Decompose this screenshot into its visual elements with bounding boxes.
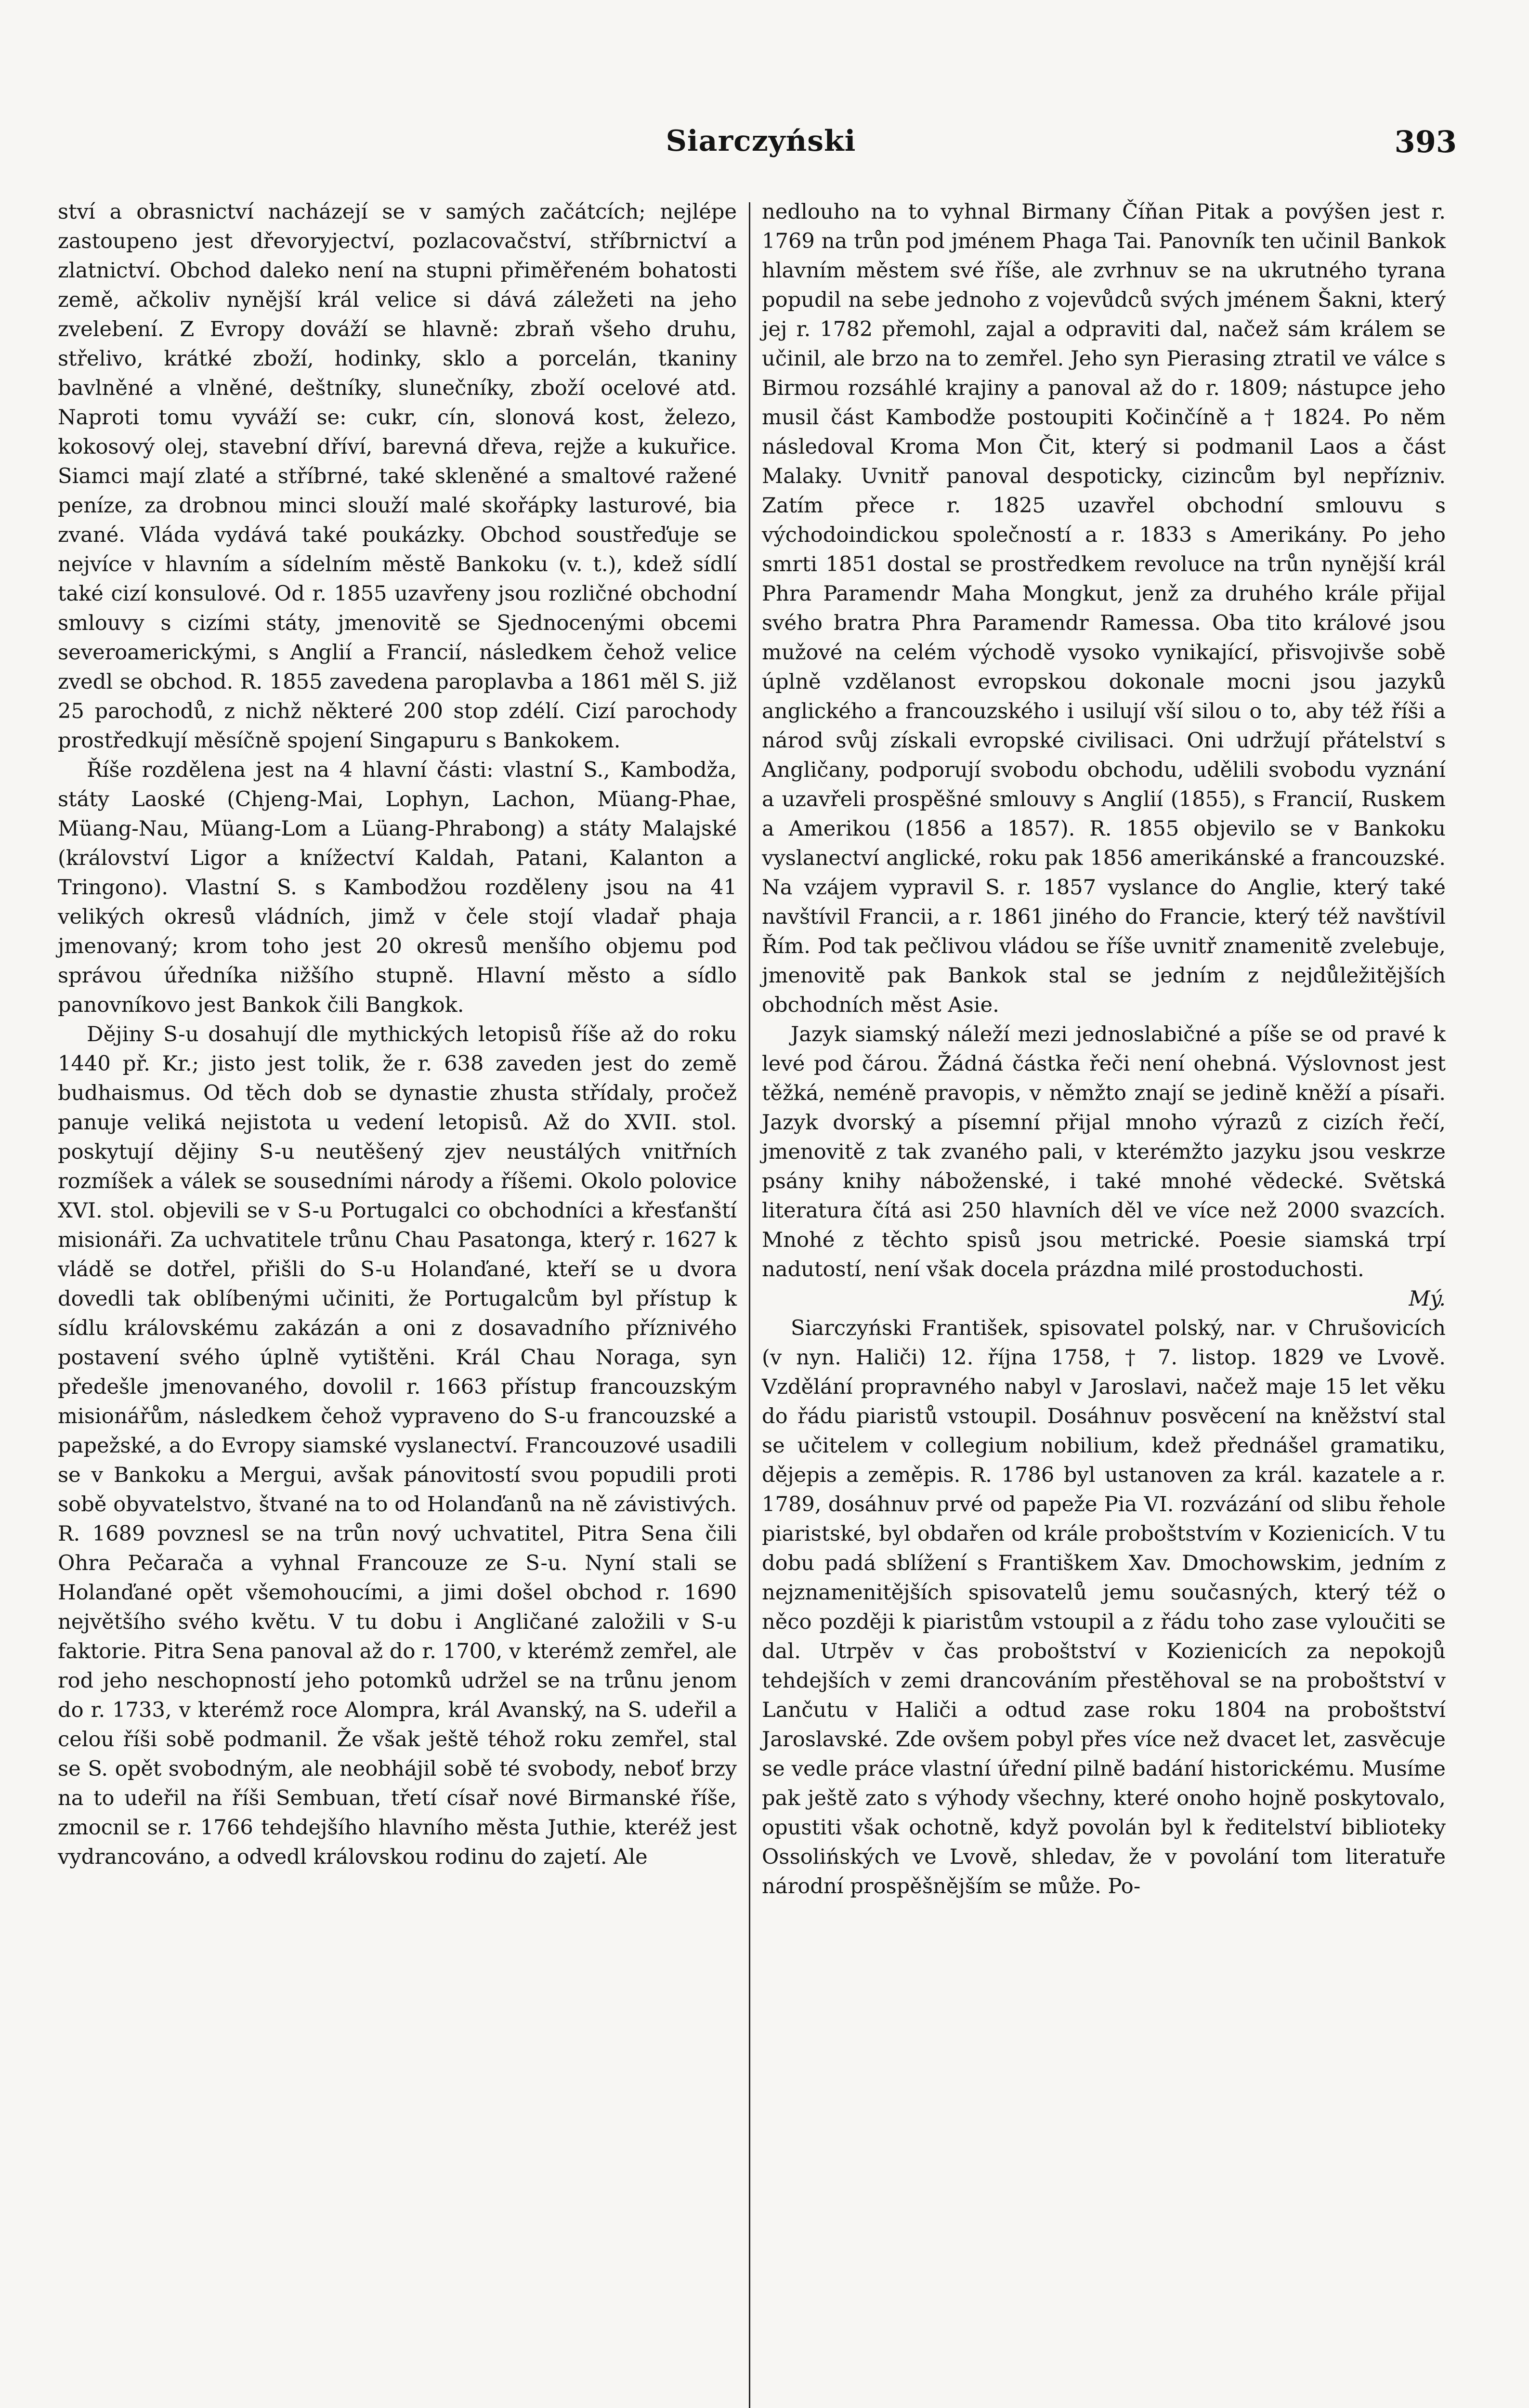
right-paragraph-3: Siarczyński František, spisovatel polský, nar. v Chrušovicích (v nyn. Haliči) 12. října 1758, † 7. listop. 1829 ve Lvově. Vzdělání propravného nabyl v Jaroslavi, načež maje 15 let věku do řádu piaristů vstoupil. Dosáhnuv posvěcení na kněžství stal se učitelem v collegium nobilium, kdež přednášel gramatiku, dějepis a zeměpis. R. 1786 byl ustanoven za král. kazatele a r. 1789, dosáhnuv prvé od papeže Pia VI. rozvázání od slibu řehole piaristské, byl obdařen od krále proboštstvím v Kozienicích. V tu dobu padá sblížení s Františkem Xav. Dmochowskim, jedním z nejznamenitějších spisovatelů jemu současných, který též o něco později k piaristům vstoupil a z řádu toho zase vyloučiti se dal. Utrpěv v čas proboštství v Kozienicích za nepokojů tehdejších v zemi drancováním přestěhoval se na proboštství v Lančutu v Haliči a odtud zase roku 1804 na proboštství Jaroslavské. Zde ovšem pobyl přes více než dvacet let, zasvěcuje se vedle práce vlastní úřední pilně badání historickému. Musíme pak ještě zato s výhody všechny, které onoho hojně poskytovalo, opustiti však ochotně, když povolán byl k ředitelství biblioteky Ossolińských ve Lvově, shledav, že v povolání tom literatuře národní prospěšnějším se může. Po-	[762, 1316, 1446, 1898]
running-title: Siarczyński	[666, 124, 856, 158]
right-column	[762, 197, 1446, 2408]
column-divider	[749, 202, 750, 2408]
left-column	[58, 197, 737, 2408]
page-header	[0, 124, 1529, 177]
right-paragraph-2: Jazyk siamský náleží mezi jednoslabičné a píše se od pravé k levé pod čárou. Žádná částka řeči není ohebná. Výslovnost jest těžká, neméně pravopis, v němžto znají se jedině kněží a písaři. Jazyk dvorský a písemní přijal mnoho výrazů z cizích řečí, jmenovitě z tak zvaného pali, v kterémžto jazyku jsou veskrze psány knihy náboženské, i také mnohé vědecké. Světská literatura čítá asi 250 hlavních děl ve více než 2000 svazcích. Mnohé z těchto spisů jsou metrické. Poesie siamská trpí nadutostí, není však docela prázdna milé prostoduchosti.	[762, 1022, 1446, 1282]
left-paragraph-3: Dějiny S-u dosahují dle mythických letopisů říše až do roku 1440 př. Kr.; jisto jest tolik, že r. 638 zaveden jest do země budhaismus. Od těch dob se dynastie zhusta střídaly, pročež panuje veliká nejistota u vedení letopisů. Až do XVII. stol. poskytují dějiny S-u neutěšený zjev neustálých vnitřních rozmíšek a válek se sousedními národy a říšemi. Okolo polovice XVI. stol. objevili se v S-u Portugalci co obchodníci a křesťanští misionáři. Za uchvatitele trůnu Chau Pasatonga, který r. 1627 k vládě se dotřel, přišli do S-u Holanďané, kteří se u dvora dovedli tak oblíbenými učiniti, že Portugalcům byl přístup k sídlu královskému zakázán a oni z dosavadního příznivého postavení svého úplně vytištěni. Král Chau Noraga, syn předešle jmenovaného, dovolil r. 1663 přístup francouzským misionářům, následkem čehož vypraveno do S-u francouzské a papežské, a do Evropy siamské vyslanectví. Francouzové usadili se v Bankoku a Mergui, avšak pánovitostí svou popudili proti sobě obyvatelstvo, štvané na to od Holanďanů na ně závistivých. R. 1689 povznesl se na trůn nový uchvatitel, Pitra Sena čili Ohra Pečarača a vyhnal Francouze ze S-u. Nyní stali se Holanďané opět všemohoucími, a jimi došel obchod r. 1690 největšího svého květu. V tu dobu i Angličané založili v S-u faktorie. Pitra Sena panoval až do r. 1700, v kterémž zemřel, ale rod jeho neschopností jeho potomků udržel se na trůnu jenom do r. 1733, v kterémž roce Alompra, král Avanský, na S. udeřil a celou říši sobě podmanil. Že však ještě téhož roku zemřel, stal se S. opět svobodným, ale neobhájil sobě té svobody, neboť brzy na to udeřil na říši Sembuan, třetí císař nové Birmanské říše, zmocnil se r. 1766 tehdejšího hlavního města Juthie, kteréž jest vydrancováno, a odvedl královskou rodinu do zajetí. Ale	[58, 1022, 737, 1869]
left-paragraph-1: ství a obrasnictví nacházejí se v samých začátcích; nejlépe zastoupeno jest dřevoryjectví, pozlacovačství, stříbrnictví a zlatnictví. Obchod daleko není na stupni přiměřeném bohatosti země, ačkoliv nynější král velice si dává záležeti na jeho zvelebení. Z Evropy dováží se hlavně: zbraň všeho druhu, střelivo, krátké zboží, hodinky, sklo a porcelán, tkaniny bavlněné a vlněné, deštníky, slunečníky, zboží ocelové atd. Naproti tomu vyváží se: cukr, cín, slonová kost, železo, kokosový olej, stavební dříví, barevná dřeva, rejže a kukuřice. Siamci mají zlaté a stříbrné, také skleněné a smaltové ražené peníze, za drobnou minci slouží malé skořápky lasturové, bia zvané. Vláda vydává také poukázky. Obchod soustřeďuje se nejvíce v hlavním a sídelním městě Bankoku (v. t.), kdež sídlí také cizí konsulové. Od r. 1855 uzavřeny jsou rozličné obchodní smlouvy s cizími státy, jmenovitě se Sjednocenými obcemi severoamerickými, s Anglií a Francií, následkem čehož velice zvedl se obchod. R. 1855 zavedena paroplavba a 1861 měl S. již 25 parochodů, z nichž některé 200 stop zdélí. Cizí parochody prostředkují měsíčně spojení Singapuru s Bankokem.	[58, 200, 737, 753]
author-signature: Mý.	[1409, 1287, 1446, 1311]
page-number: 393	[1394, 124, 1457, 159]
right-paragraph-1: nedlouho na to vyhnal Birmany Číňan Pitak a povýšen jest r. 1769 na trůn pod jménem Phaga Tai. Panovník ten učinil Bankok hlavním městem své říše, ale zvrhnuv se na ukrutného tyrana popudil na sebe jednoho z vojevůdců svých jménem Šakni, který jej r. 1782 přemohl, zajal a odpraviti dal, načež sám králem se učinil, ale brzo na to zemřel. Jeho syn Pierasing ztratil ve válce s Birmou rozsáhlé krajiny a panoval až do r. 1809; nástupce jeho musil část Kambodže postoupiti Kočinčíně a † 1824. Po něm následoval Kroma Mon Čit, který si podmanil Laos a část Malaky. Uvnitř panoval despoticky, cizincům byl nepřízniv. Zatím přece r. 1825 uzavřel obchodní smlouvu s východoindickou společností a r. 1833 s Amerikány. Po jeho smrti 1851 dostal se prostředkem revoluce na trůn nynější král Phra Paramendr Maha Mongkut, jenž za druhého krále přijal svého bratra Phra Paramendr Ramessa. Oba tito králové jsou mužové na celém východě vysoko vynikající, přisvojivše sobě úplně vzdělanost evropskou dokonale mocni jsou jazyků anglického a francouzského i usilují vší silou o to, aby též říši a národ svůj získali evropské civilisaci. Oni udržují přátelství s Angličany, podporují svobodu obchodu, udělili svobodu vyznání a uzavřeli prospěšné smlouvy s Anglií (1855), s Francií, Ruskem a Amerikou (1856 a 1857). R. 1855 objevilo se v Bankoku vyslanectví anglické, roku pak 1856 amerikánské a francouzské. Na vzájem vypravil S. r. 1857 vyslance do Anglie, který také navštívil Francii, a r. 1861 jiného do Francie, který též navštívil Řím. Pod tak pečlivou vládou se říše uvnitř znamenitě zvelebuje, jmenovitě pak Bankok stal se jedním z nejdůležitějších obchodních měst Asie.	[762, 200, 1446, 1017]
left-paragraph-2: Říše rozdělena jest na 4 hlavní části: vlastní S., Kambodža, státy Laoské (Chjeng-Mai, Lophyn, Lachon, Müang-Phae, Müang-Nau, Müang-Lom a Lüang-Phrabong) a státy Malajské (království Ligor a knížectví Kaldah, Patani, Kalanton a Tringono). Vlastní S. s Kambodžou rozděleny jsou na 41 velikých okresů vládních, jimž v čele stojí vladař phaja jmenovaný; krom toho jest 20 okresů menšího objemu pod správou úředníka nižšího stupně. Hlavní město a sídlo panovníkovo jest Bankok čili Bangkok.	[58, 758, 737, 1017]
